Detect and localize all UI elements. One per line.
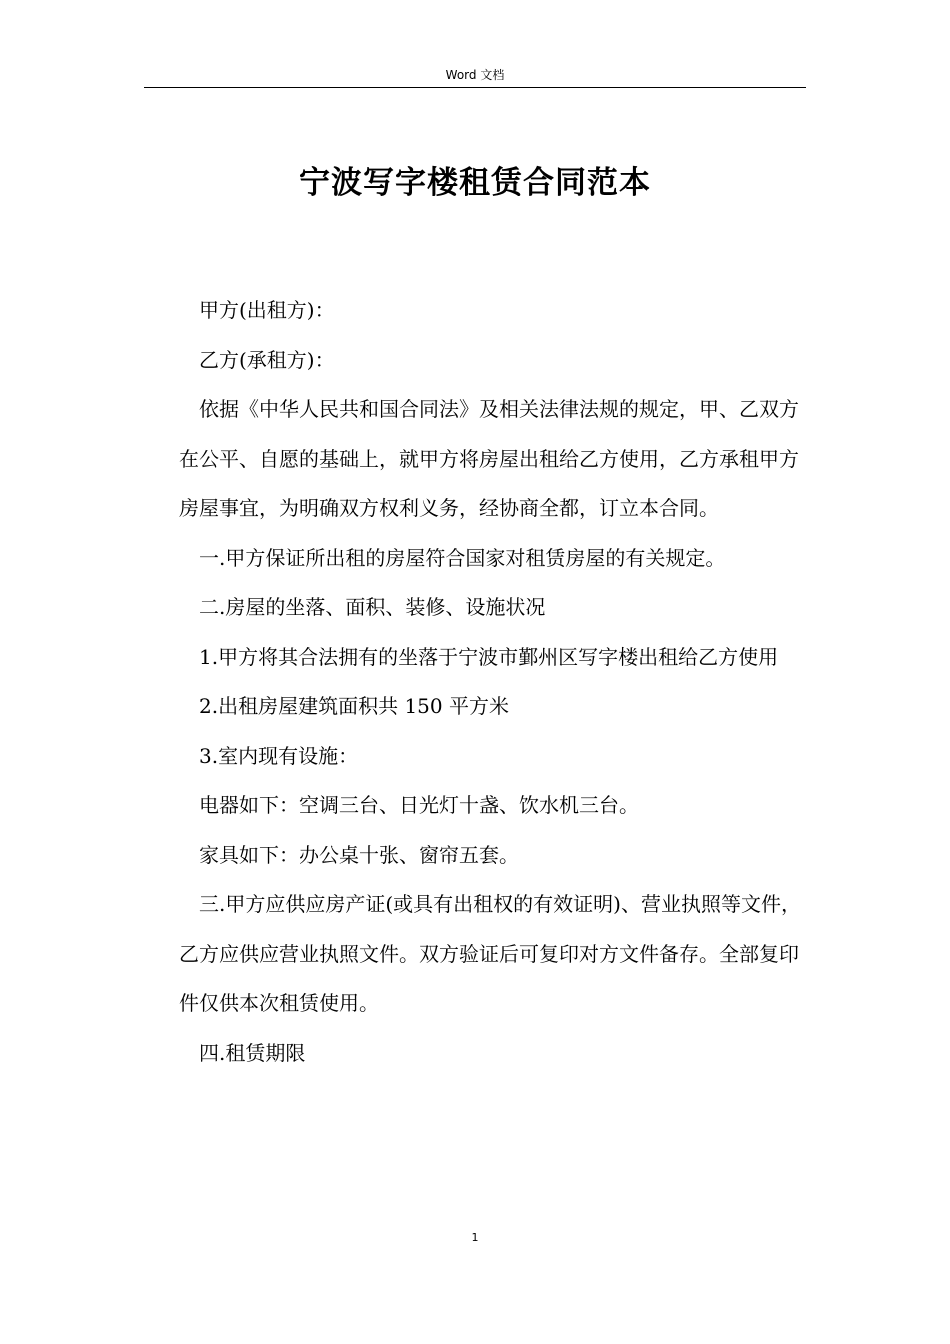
header-divider — [144, 87, 806, 88]
paragraph-appliances: 电器如下：空调三台、日光灯十盏、饮水机三台。 — [199, 793, 639, 817]
paragraph-clause-3: 三.甲方应供应房产证(或具有出租权的有效证明)、营业执照等文件，乙方应供应营业执照文件。双方验证后可复印对方文件备存。全部复印件仅供本次租赁使用。 — [179, 892, 801, 1015]
paragraph-clause-2: 二.房屋的坐落、面积、装修、设施状况 — [199, 595, 546, 619]
paragraph-clause-1: 一.甲方保证所出租的房屋符合国家对租赁房屋的有关规定。 — [199, 545, 726, 570]
paragraph-clause-4: 四.租赁期限 — [199, 1040, 306, 1065]
paragraph-clause-2-3: 3.室内现有设施： — [199, 743, 359, 768]
document-body — [179, 286, 805, 1078]
paragraph-clause-2-1: 1.甲方将其合法拥有的坐落于宁波市鄞州区写字楼出租给乙方使用 — [199, 644, 779, 669]
page-header: Word 文档 — [445, 68, 505, 82]
paragraph-party-b: 乙方(承租方)： — [199, 347, 335, 372]
document-title: 宁波写字楼租赁合同范本 — [299, 165, 651, 201]
page-number: 1 — [471, 1231, 479, 1244]
paragraph-clause-2-2: 2.出租房屋建筑面积共 150 平方米 — [199, 694, 509, 718]
paragraph-preamble: 依据《中华人民共和国合同法》及相关法律法规的规定，甲、乙双方在公平、自愿的基础上，就甲方将房屋出租给乙方使用，乙方承租甲方房屋事宜，为明确双方权利义务，经协商全都，订立本合同。 — [179, 397, 799, 520]
paragraph-party-a: 甲方(出租方)： — [199, 298, 335, 322]
paragraph-furniture: 家具如下：办公桌十张、窗帘五套。 — [199, 842, 519, 867]
